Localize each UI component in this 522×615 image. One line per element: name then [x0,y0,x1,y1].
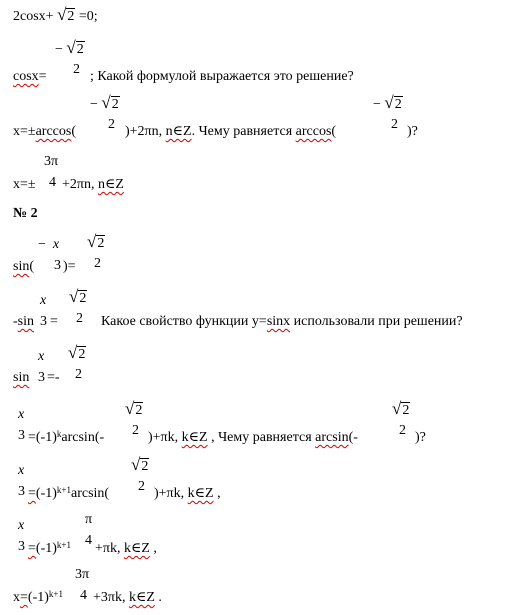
cosx-term: cosx [13,69,39,84]
equation-2-line-1b: )= [63,259,76,274]
equation-2-line-5a: $=(-1)^{k+1}\arcsin$( [28,485,110,501]
equation-line-3b: )+2πn, n∈Z. Чему равняется arccos( [125,124,337,139]
equation-2-line-1a: sin( [13,259,35,274]
equation-line-1 [13,7,98,23]
equation-2-line-4c: )? [415,430,426,445]
equation-2-line-6a: $=(-1)^{k+1}$ [28,540,71,556]
equation-2-line-3b: =- [47,370,60,385]
equation-2-line-3a: sin [13,370,30,385]
equation-line-4b: +2πn, n∈Z [62,177,124,192]
equation-2-line-6b: +πk, k∈Z , [95,541,157,556]
sqrt-2: √ 2 [57,5,75,24]
equation-line-3c: )? [407,124,418,139]
equation-2-line-7b: +3πk, k∈Z . [93,590,162,605]
equation-2-line-4b: )+πk, k∈Z , Чему равняется arcsin(- [148,430,358,445]
equation-2-line-2b: = [50,314,58,329]
equation-line-4a: x=± [13,177,36,192]
equation-line-2: cosx= [13,69,47,84]
text: 2cosx+ [13,9,58,24]
equation-line-3a: x=±arccos( [13,124,77,139]
text: =0; [75,9,98,24]
section-heading-2: № 2 [13,206,38,221]
equation-2-line-2a: -sin [13,314,35,329]
equation-2-line-5b: )+πk, k∈Z , [154,486,221,501]
question-formula: ; Какой формулой выражается это решение? [90,69,354,84]
question-property: Какое свойство функции y=sinx использовали при решении? [101,314,463,329]
equation-2-line-4a: $=(-1)^k\arcsin(-$ [28,429,105,445]
equation-2-line-7a: $x=(-1)^{k+1}$ [13,589,63,605]
